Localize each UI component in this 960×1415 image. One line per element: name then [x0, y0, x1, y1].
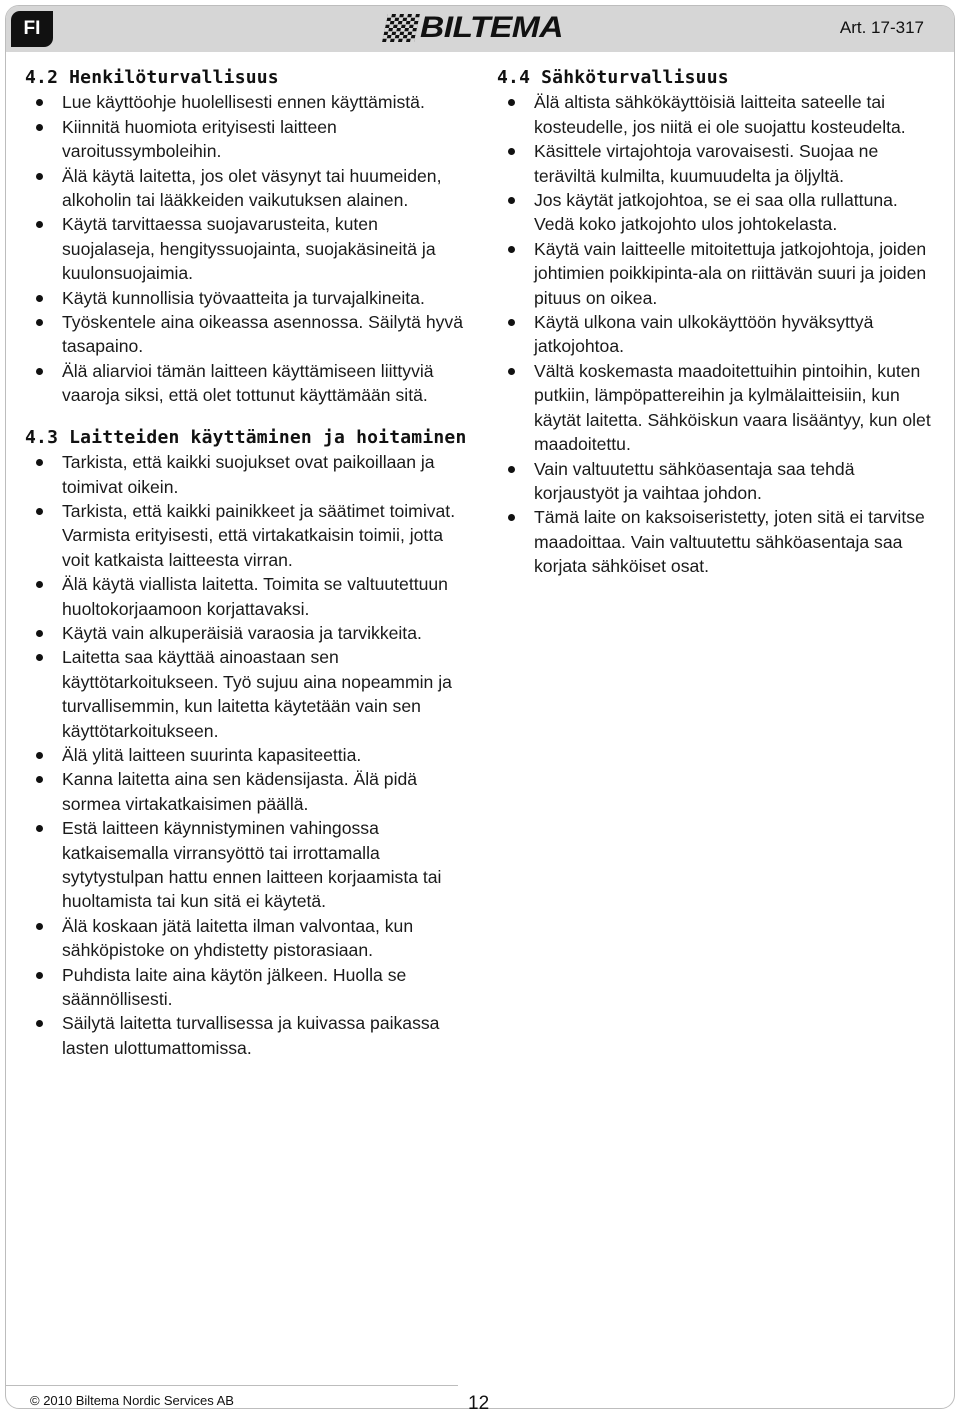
bullet-list [25, 90, 475, 407]
left-column [25, 66, 475, 1060]
list-item: Säilytä laitetta turvallisessa ja kuivassa paikassa lasten ulottumattomissa. [25, 1011, 475, 1060]
list-item: Tarkista, että kaikki painikkeet ja säätimet toimivat. Varmista erityisesti, että virtakatkaisin toimii, jotta voit katkaista laitteesta virran. [25, 499, 475, 572]
section-heading: 4.2 Henkilöturvallisuus [25, 67, 279, 88]
list-item: Estä laitteen käynnistyminen vahingossa katkaisemalla virransyöttö tai irrottamalla sytytystulpan hattu ennen laitteen korjaamista tai huoltamista tai kun sitä ei käytetä. [25, 816, 475, 914]
list-item: Työskentele aina oikeassa asennossa. Säilytä hyvä tasapaino. [25, 310, 475, 359]
list-item: Lue käyttöohje huolellisesti ennen käyttämistä. [25, 90, 475, 114]
right-column [497, 66, 937, 579]
footer-divider [6, 1385, 458, 1386]
section-heading: 4.4 Sähköturvallisuus [497, 67, 729, 88]
page-number: 12 [468, 1393, 490, 1414]
list-item: Älä aliarvioi tämän laitteen käyttämiseen liittyviä vaaroja siksi, että olet tottunut käyttämään sitä. [25, 359, 475, 408]
list-item: Puhdista laite aina käytön jälkeen. Huolla se säännöllisesti. [25, 963, 475, 1012]
brand-logo [385, 11, 563, 44]
bullet-list [25, 450, 475, 1060]
list-item: Tämä laite on kaksoiseristetty, joten sitä ei tarvitse maadoittaa. Vain valtuutettu sähköasentaja saa korjata sähköiset osat. [497, 505, 937, 578]
list-item: Vain valtuutettu sähköasentaja saa tehdä korjaustyöt ja vaihtaa johdon. [497, 457, 937, 506]
section-heading: 4.3 Laitteiden käyttäminen ja hoitaminen [25, 426, 467, 448]
section-use-and-care [25, 426, 475, 1061]
brand-name: BILTEMA [420, 11, 563, 44]
list-item: Kanna laitetta aina sen kädensijasta. Älä pidä sormea virtakatkaisimen päällä. [25, 767, 475, 816]
checkered-flag-icon [382, 14, 420, 42]
list-item: Käytä vain alkuperäisiä varaosia ja tarvikkeita. [25, 621, 475, 645]
section-electrical-safety [497, 66, 937, 579]
section-personal-safety [25, 66, 475, 408]
language-badge: FI [11, 11, 53, 47]
copyright-notice: © 2010 Biltema Nordic Services AB [30, 1393, 234, 1408]
list-item: Käytä kunnollisia työvaatteita ja turvajalkineita. [25, 286, 475, 310]
list-item: Älä koskaan jätä laitetta ilman valvontaa, kun sähköpistoke on yhdistetty pistorasiaan. [25, 914, 475, 963]
list-item: Käytä vain laitteelle mitoitettuja jatkojohtoja, joiden johtimien poikkipinta-ala on riittävän suuri ja joiden pituus on oikea. [497, 237, 937, 310]
list-item: Käytä ulkona vain ulkokäyttöön hyväksyttyä jatkojohtoa. [497, 310, 937, 359]
list-item: Älä ylitä laitteen suurinta kapasiteettia. [25, 743, 475, 767]
list-item: Kiinnitä huomiota erityisesti laitteen varoitussymboleihin. [25, 115, 475, 164]
list-item: Älä käytä laitetta, jos olet väsynyt tai huumeiden, alkoholin tai lääkkeiden vaikutuksen alainen. [25, 164, 475, 213]
list-item: Käsittele virtajohtoja varovaisesti. Suojaa ne teräviltä kulmilta, kuumuudelta ja öljyltä. [497, 139, 937, 188]
article-number: Art. 17-317 [839, 18, 924, 37]
list-item: Jos käytät jatkojohtoa, se ei saa olla rullattuna. Vedä koko jatkojohto ulos johtokelasta. [497, 188, 937, 237]
list-item: Älä käytä viallista laitetta. Toimita se valtuutettuun huoltokorjaamoon korjattavaksi. [25, 572, 475, 621]
list-item: Vältä koskemasta maadoitettuihin pintoihin, kuten putkiin, lämpöpattereihin ja kylmälaitteisiin, kun käytät laitetta. Sähköiskun vaara lisääntyy, kun olet maadoitettu. [497, 359, 937, 457]
list-item: Laitetta saa käyttää ainoastaan sen käyttötarkoitukseen. Työ sujuu aina nopeammin ja turvallisemmin, kun laitetta käytetään vain sen käyttötarkoitukseen. [25, 645, 475, 743]
list-item: Tarkista, että kaikki suojukset ovat paikoillaan ja toimivat oikein. [25, 450, 475, 499]
list-item: Käytä tarvittaessa suojavarusteita, kuten suojalaseja, hengityssuojainta, suojakäsineitä ja kuulonsuojaimia. [25, 212, 475, 285]
bullet-list [497, 90, 937, 578]
list-item: Älä altista sähkökäyttöisiä laitteita sateelle tai kosteudelle, jos niitä ei ole suojattu kosteudelta. [497, 90, 937, 139]
